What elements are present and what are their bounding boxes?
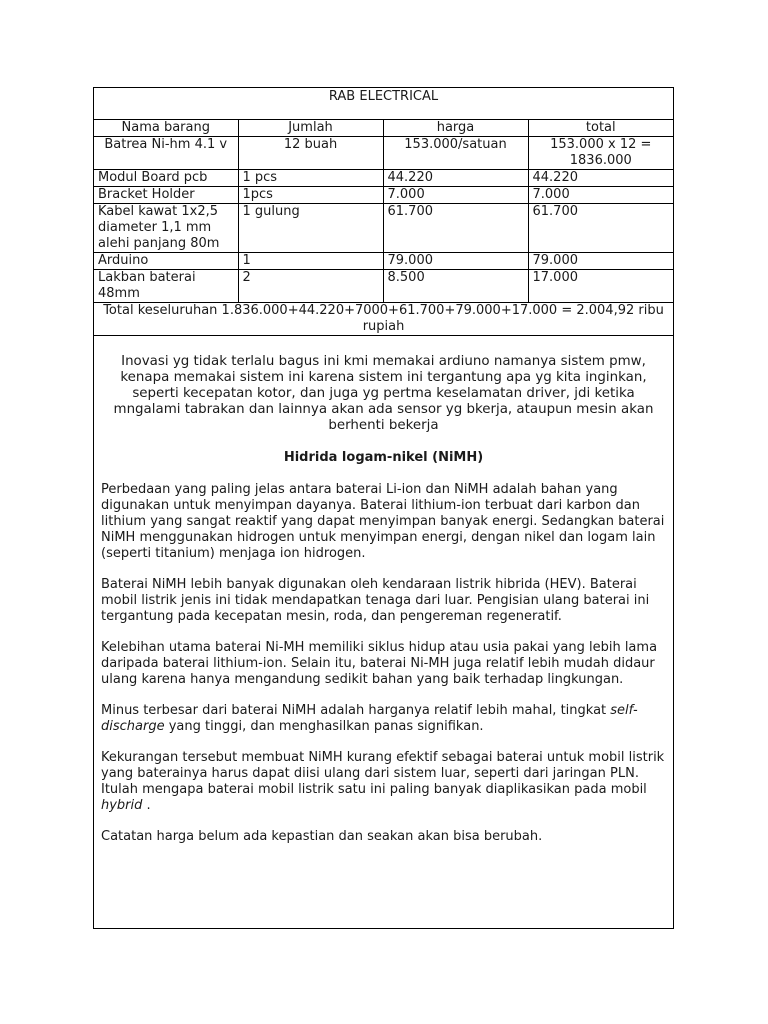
cell-qty: 2 — [238, 270, 383, 303]
cell-total: 153.000 x 12 = 1836.000 — [528, 137, 673, 170]
cell-name: Lakban baterai 48mm — [94, 270, 238, 303]
cell-total: 7.000 — [528, 187, 673, 204]
body-text — [94, 354, 673, 845]
cell-price: 61.700 — [383, 204, 528, 253]
paragraph-4 — [101, 703, 666, 735]
rab-table — [94, 88, 673, 336]
paragraph-2: Baterai NiMH lebih banyak digunakan oleh kendaraan listrik hibrida (HEV). Baterai mobil listrik jenis ini tidak mendapatkan tenaga dari luar. Pengisian ulang baterai ini tergantung pada kecepatan mesin, roda, dan pengereman regeneratif. — [101, 577, 650, 624]
grand-total: Total keseluruhan 1.836.000+44.220+7000+61.700+79.000+17.000 = 2.004,92 ribu rupiah — [94, 303, 673, 336]
cell-name: Bracket Holder — [94, 187, 238, 204]
paragraph-1: Perbedaan yang paling jelas antara baterai Li-ion dan NiMH adalah bahan yang digunakan untuk menyimpan dayanya. Baterai lithium-ion terbuat dari karbon dan lithium yang sangat reaktif yang dapat menyimpan banyak energi. Sedangkan baterai NiMH menggunakan hidrogen untuk menyimpan energi, dengan nikel dan logam lain (seperti titanium) menjaga ion hidrogen. — [101, 482, 665, 561]
cell-price: 153.000/satuan — [383, 137, 528, 170]
cell-qty: 1 — [238, 253, 383, 270]
table-row — [94, 204, 673, 253]
paragraph-5-text-b: . — [142, 798, 151, 813]
header-total: total — [528, 120, 673, 137]
table-title-row — [94, 88, 673, 120]
cell-qty: 1pcs — [238, 187, 383, 204]
table-row — [94, 270, 673, 303]
header-harga: harga — [383, 120, 528, 137]
table-row — [94, 187, 673, 204]
cell-name: Modul Board pcb — [94, 170, 238, 187]
table-title: RAB ELECTRICAL — [94, 88, 673, 120]
cell-name: Kabel kawat 1x2,5 diameter 1,1 mm alehi panjang 80m — [94, 204, 238, 253]
paragraph-5-italic: hybrid — [101, 798, 143, 813]
paragraph-4-italic: self-discharge — [101, 703, 638, 734]
price-note: Catatan harga belum ada kepastian dan seakan akan bisa berubah. — [101, 829, 543, 844]
paragraph-5-text-a: Kekurangan tersebut membuat NiMH kurang efektif sebagai baterai untuk mobil listrik yang baterainya harus dapat diisi ulang dari sistem luar, seperti dari jaringan PLN. Itulah mengapa baterai mobil listrik satu ini paling banyak diaplikasikan pada mobil — [101, 750, 665, 797]
cell-name: Batrea Ni-hm 4.1 v — [94, 137, 238, 170]
cell-total: 17.000 — [528, 270, 673, 303]
cell-qty: 12 buah — [238, 137, 383, 170]
grand-total-row — [94, 303, 673, 336]
header-jumlah: Jumlah — [238, 120, 383, 137]
header-nama-barang: Nama barang — [94, 120, 238, 137]
table-header-row — [94, 120, 673, 137]
cell-total: 44.220 — [528, 170, 673, 187]
cell-total: 61.700 — [528, 204, 673, 253]
cell-total: 79.000 — [528, 253, 673, 270]
table-row — [94, 137, 673, 170]
table-row — [94, 253, 673, 270]
cell-qty: 1 pcs — [238, 170, 383, 187]
paragraph-4-text-a: Minus terbesar dari baterai NiMH adalah harganya relatif lebih mahal, tingkat — [101, 703, 611, 718]
cell-price: 44.220 — [383, 170, 528, 187]
cell-name: Arduino — [94, 253, 238, 270]
cell-price: 7.000 — [383, 187, 528, 204]
section-heading: Hidrida logam-nikel (NiMH) — [283, 450, 484, 465]
paragraph-5 — [101, 750, 666, 814]
table-row — [94, 170, 673, 187]
paragraph-3: Kelebihan utama baterai Ni-MH memiliki siklus hidup atau usia pakai yang lebih lama daripada baterai lithium-ion. Selain itu, baterai Ni-MH juga relatif lebih mudah didaur ulang karena hanya mengandung sedikit bahan yang baik terhadap lingkungan. — [101, 640, 658, 687]
cell-qty: 1 gulung — [238, 204, 383, 253]
cell-price: 8.500 — [383, 270, 528, 303]
document-page — [93, 87, 674, 929]
paragraph-4-text-b: yang tinggi, dan menghasilkan panas signifikan. — [164, 719, 484, 734]
cell-price: 79.000 — [383, 253, 528, 270]
intro-paragraph: Inovasi yg tidak terlalu bagus ini kmi memakai ardiuno namanya sistem pmw, kenapa memakai sistem ini karena sistem ini tergantung apa yg kita inginkan, seperti kecepatan kotor, dan juga yg pertma keselamatan driver, jdi ketika mngalami tabrakan dan lainnya akan ada sensor yg bkerja, ataupun mesin akan berhenti bekerja — [113, 354, 654, 433]
